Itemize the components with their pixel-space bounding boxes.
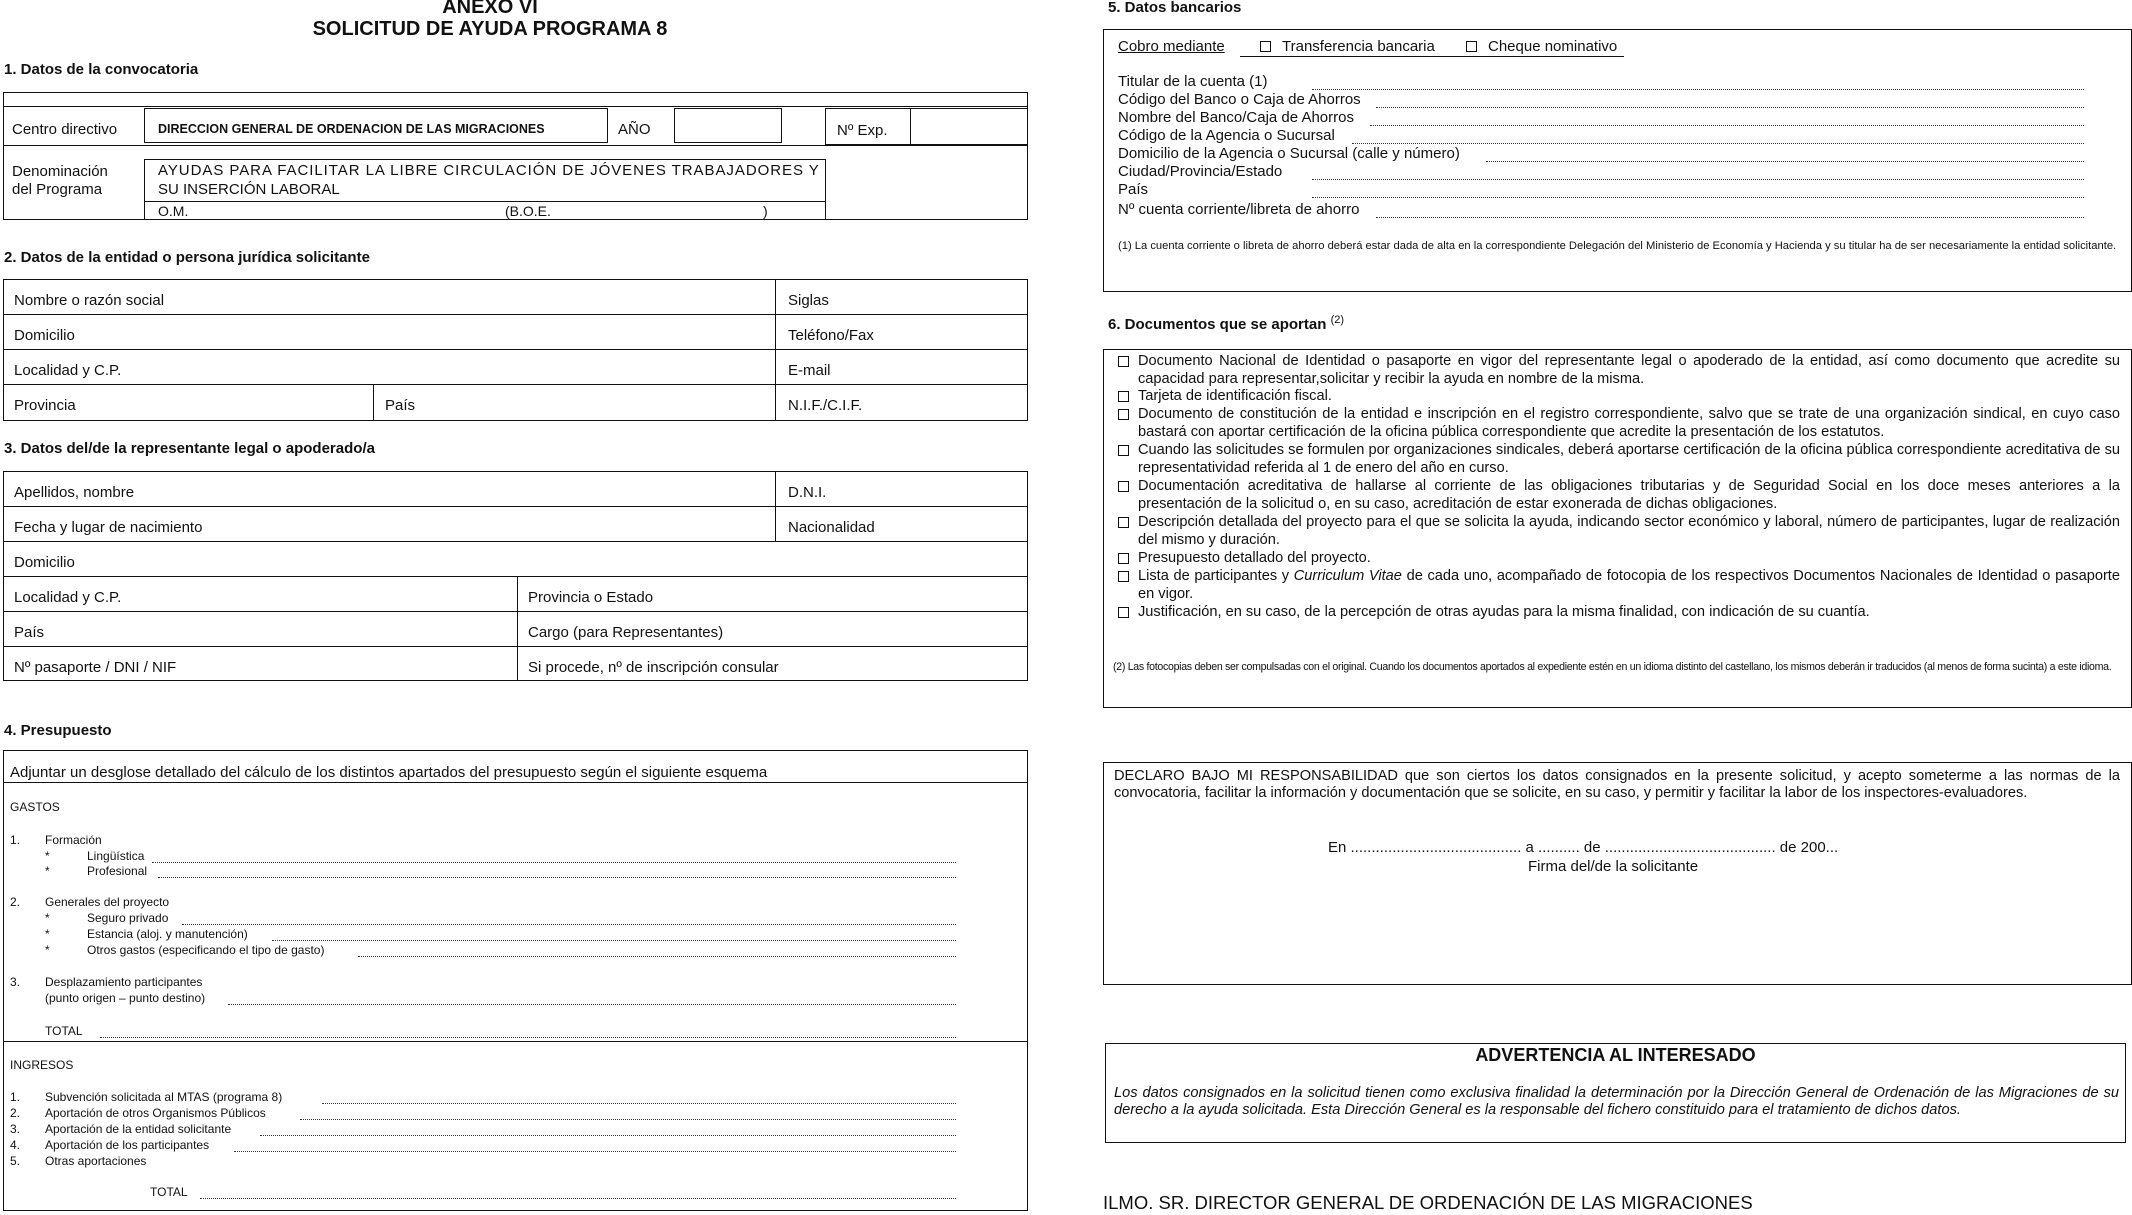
consular-field[interactable]: Si procede, nº de inscripción consular <box>528 659 779 676</box>
addressee: ILMO. SR. DIRECTOR GENERAL DE ORDENACIÓN DE LAS MIGRACIONES <box>1103 1192 1753 1213</box>
nif-field[interactable]: N.I.F./C.I.F. <box>788 397 863 414</box>
doc8-checkbox[interactable] <box>1118 571 1129 582</box>
section6-title <box>1108 314 1344 333</box>
pasaporte-field[interactable]: Nº pasaporte / DNI / NIF <box>14 659 177 676</box>
i4-label: Aportación de los participantes <box>45 1138 210 1152</box>
g3a-label: (punto origen – punto destino) <box>45 991 206 1005</box>
doc9-checkbox[interactable] <box>1118 607 1129 618</box>
i3-line[interactable] <box>260 1135 956 1136</box>
email-field[interactable]: E-mail <box>788 362 831 379</box>
g1b-line[interactable] <box>158 877 956 878</box>
nacionalidad-field[interactable]: Nacionalidad <box>788 519 875 536</box>
advertencia-text: Los datos consignados en la solicitud tienen como exclusiva finalidad la determinación por la Dirección General de Ordenación de las Migraciones de su derecho a la ayuda solicitada. Esta Dirección General es la responsable del fichero constituido para el tratamiento de dichos datos. <box>1114 1085 2119 1118</box>
codigo-banco-line[interactable] <box>1376 107 2084 108</box>
doc5-checkbox[interactable] <box>1118 481 1129 492</box>
rep-pais-field[interactable]: País <box>14 624 45 641</box>
dni-field[interactable]: D.N.I. <box>788 484 827 501</box>
i2-num: 2. <box>10 1106 21 1120</box>
anio-field[interactable] <box>674 108 782 143</box>
g2a-line[interactable] <box>182 924 956 925</box>
section6-title-text: 6. Documentos que se aportan <box>1108 316 1327 333</box>
doc2-text: Tarjeta de identificación fiscal. <box>1138 388 1332 404</box>
g1b-label: Profesional <box>87 864 148 878</box>
i1-line[interactable] <box>322 1103 956 1104</box>
section3-title: 3. Datos del/de la representante legal o apoderado/a <box>4 440 375 457</box>
g2-num: 2. <box>10 895 21 909</box>
i3-num: 3. <box>10 1122 21 1136</box>
i5-label: Otras aportaciones <box>45 1154 147 1168</box>
g2c-bullet: * <box>45 943 50 957</box>
bank-pais-line[interactable] <box>1312 197 2084 198</box>
section5-title: 5. Datos bancarios <box>1108 0 1242 16</box>
presupuesto-intro: Adjuntar un desglose detallado del cálculo de los distintos apartados del presupuesto según el siguiente esquema <box>10 764 768 781</box>
i2-line[interactable] <box>300 1119 956 1120</box>
domicilio-agencia-label: Domicilio de la Agencia o Sucursal (calle y número) <box>1118 145 1460 162</box>
doc4-text: Cuando las solicitudes se formulen por organizaciones sindicales, deberá aportarse certificación de la oficina pública correspondiente acreditativa de su representatividad referida al 1 de enero del año en curso. <box>1138 442 2120 476</box>
rep-provincia-field[interactable]: Provincia o Estado <box>528 589 654 606</box>
g2b-bullet: * <box>45 927 50 941</box>
g2c-label: Otros gastos (especificando el tipo de gasto) <box>87 943 325 957</box>
cheque-checkbox[interactable] <box>1466 41 1477 52</box>
transferencia-label: Transferencia bancaria <box>1282 38 1435 55</box>
g2b-line[interactable] <box>272 940 956 941</box>
i3-label: Aportación de la entidad solicitante <box>45 1122 232 1136</box>
nacimiento-field[interactable]: Fecha y lugar de nacimiento <box>14 519 203 536</box>
transferencia-checkbox[interactable] <box>1260 41 1271 52</box>
rep-localidad-field[interactable]: Localidad y C.P. <box>14 589 122 606</box>
section6-title-sup: (2) <box>1330 314 1345 326</box>
nombre-field[interactable]: Nombre o razón social <box>14 292 165 309</box>
documents-note: (2) Las fotocopias deben ser compulsadas con el original. Cuando los documentos aportados al expediente estén en un idioma distinto del castellano, los mismos deberán ir traducidos (al menos de forma sucinta) a este idioma. <box>1113 661 2112 673</box>
doc7-checkbox[interactable] <box>1118 553 1129 564</box>
doc5-text: Documentación acreditativa de hallarse al corriente de las obligaciones tributarias y de Seguridad Social en los doce meses anteriores a la presentación de la solicitud o, en su caso, acreditación de estar exonerada de dichas obligaciones. <box>1138 478 2120 512</box>
nombre-banco-label: Nombre del Banco/Caja de Ahorros <box>1118 109 1354 126</box>
ingresos-total-line[interactable] <box>200 1198 956 1199</box>
gastos-heading: GASTOS <box>10 800 60 814</box>
declaration-text: DECLARO BAJO MI RESPONSABILIDAD que son ciertos los datos consignados en la presente solicitud, y acepto someterme a las normas de la convocatoria, facilitar la información y documentación que se solicite, en su caso, y permitir y facilitar la labor de los inspectores-evaluadores. <box>1114 768 2120 801</box>
bank-pais-label: País <box>1118 181 1149 198</box>
doc9-text: Justificación, en su caso, de la percepción de otras ayudas para la misma finalidad, con indicación de su cuantía. <box>1138 604 1870 620</box>
provincia-field[interactable]: Provincia <box>14 397 76 414</box>
codigo-agencia-label: Código de la Agencia o Sucursal <box>1118 127 1335 144</box>
bank-note: (1) La cuenta corriente o libreta de ahorro deberá estar dada de alta en la correspondiente Delegación del Ministerio de Economía y Hacienda y su titular ha de ser necesariamente la entidad solicitante. <box>1118 240 2117 252</box>
codigo-agencia-line[interactable] <box>1352 143 2084 144</box>
g1b-bullet: * <box>45 864 50 878</box>
domicilio-field[interactable]: Domicilio <box>14 327 75 344</box>
telefono-field[interactable]: Teléfono/Fax <box>788 327 874 344</box>
doc8-text-italic: Curriculum Vitae <box>1293 568 1402 584</box>
cheque-label: Cheque nominativo <box>1488 38 1618 55</box>
domicilio-agencia-line[interactable] <box>1486 161 2084 162</box>
boe-close: ) <box>763 203 768 219</box>
section4-title: 4. Presupuesto <box>4 722 112 739</box>
apellidos-field[interactable]: Apellidos, nombre <box>14 484 135 501</box>
titular-label: Titular de la cuenta (1) <box>1118 73 1268 90</box>
titular-line[interactable] <box>1312 89 2084 90</box>
annex-title: ANEXO VI <box>442 0 538 18</box>
denominacion-label-2: del Programa <box>12 181 103 198</box>
om-label: O.M. <box>158 203 189 219</box>
exp-field[interactable] <box>912 110 1026 143</box>
siglas-field[interactable]: Siglas <box>788 292 829 309</box>
g2c-line[interactable] <box>358 956 956 957</box>
boe-label: (B.O.E. <box>505 203 551 219</box>
ciudad-label: Ciudad/Provincia/Estado <box>1118 163 1283 180</box>
pais-field[interactable]: País <box>385 397 416 414</box>
advertencia-title: ADVERTENCIA AL INTERESADO <box>1475 1045 1756 1065</box>
g3-num: 3. <box>10 975 21 989</box>
nombre-banco-line[interactable] <box>1370 125 2084 126</box>
cuenta-line[interactable] <box>1376 217 2084 218</box>
g1a-bullet: * <box>45 849 50 863</box>
centro-value: DIRECCION GENERAL DE ORDENACION DE LAS MIGRACIONES <box>158 122 545 136</box>
g1-num: 1. <box>10 833 21 847</box>
localidad-field[interactable]: Localidad y C.P. <box>14 362 122 379</box>
doc8-text <box>1138 568 2120 603</box>
doc7-text: Presupuesto detallado del proyecto. <box>1138 550 1371 566</box>
g1a-label: Lingüística <box>87 849 145 863</box>
firma-label: Firma del/de la solicitante <box>1528 858 1699 875</box>
gastos-total-label: TOTAL <box>45 1024 83 1038</box>
anio-label: AÑO <box>618 121 651 138</box>
ingresos-heading: INGRESOS <box>10 1058 74 1072</box>
programa-line-1: AYUDAS PARA FACILITAR LA LIBRE CIRCULACIÓN DE JÓVENES TRABAJADORES Y <box>158 162 820 179</box>
cuenta-label: Nº cuenta corriente/libreta de ahorro <box>1118 201 1360 218</box>
exp-label: Nº Exp. <box>837 122 888 139</box>
g1a-line[interactable] <box>152 862 956 863</box>
rep-domicilio-field[interactable]: Domicilio <box>14 554 75 571</box>
doc1-text: Documento Nacional de Identidad o pasaporte en vigor del representante legal o apoderado de la entidad, así como documento que acredite su capacidad para representar,solicitar y recibir la ayuda en nombre de la misma. <box>1138 353 2120 387</box>
codigo-banco-label: Código del Banco o Caja de Ahorros <box>1118 91 1361 108</box>
doc8-text-a: Lista de participantes y <box>1138 568 1294 584</box>
i4-num: 4. <box>10 1138 21 1152</box>
g3-label: Desplazamiento participantes <box>45 975 203 989</box>
i4-line[interactable] <box>234 1151 956 1152</box>
i2-label: Aportación de otros Organismos Públicos <box>45 1106 266 1120</box>
doc2-checkbox[interactable] <box>1118 391 1129 402</box>
doc4-checkbox[interactable] <box>1118 445 1129 456</box>
i5-num: 5. <box>10 1154 21 1168</box>
section2-title: 2. Datos de la entidad o persona jurídica solicitante <box>4 249 370 266</box>
cobro-label: Cobro mediante <box>1118 38 1225 55</box>
g1-label: Formación <box>45 833 102 847</box>
boe-field[interactable] <box>560 203 760 219</box>
doc1-checkbox[interactable] <box>1118 356 1129 367</box>
centro-label: Centro directivo <box>12 121 118 138</box>
doc3-text: Documento de constitución de la entidad e inscripción en el registro correspondiente, salvo que se trate de una organización sindical, en cuyo caso bastará con aportar certificación de la oficina pública correspondiente que acredite la presentación de los estatutos. <box>1138 406 2120 440</box>
doc6-text: Descripción detallada del proyecto para el que se solicita la ayuda, indicando sector económico y laboral, número de participantes, lugar de realización del mismo y duración. <box>1138 514 2120 548</box>
i1-num: 1. <box>10 1090 21 1104</box>
g2b-label: Estancia (aloj. y manutención) <box>87 927 248 941</box>
doc3-checkbox[interactable] <box>1118 409 1129 420</box>
g2a-bullet: * <box>45 911 50 925</box>
section1-title: 1. Datos de la convocatoria <box>4 61 199 78</box>
doc6-checkbox[interactable] <box>1118 517 1129 528</box>
programa-line-2: SU INSERCIÓN LABORAL <box>158 181 340 198</box>
ingresos-total-label: TOTAL <box>150 1185 188 1199</box>
ciudad-line[interactable] <box>1312 179 2084 180</box>
denominacion-label: Denominación <box>12 163 108 180</box>
g3a-line[interactable] <box>228 1004 956 1005</box>
g2-label: Generales del proyecto <box>45 895 170 909</box>
cargo-field[interactable]: Cargo (para Representantes) <box>528 624 724 641</box>
g2a-label: Seguro privado <box>87 911 169 925</box>
declaration-place-line[interactable]: En ......................................... a .......... de ......................................... de 200... <box>1328 839 1839 856</box>
om-field[interactable] <box>200 203 500 219</box>
i1-label: Subvención solicitada al MTAS (programa 8) <box>45 1090 283 1104</box>
form-title: SOLICITUD DE AYUDA PROGRAMA 8 <box>312 18 668 40</box>
gastos-total-line[interactable] <box>100 1037 956 1038</box>
doc8-text-b: de cada uno, acompañado de fotocopia de los respectivos Documentos Nacionales de Identidad o pasaporte en vigor. <box>1138 568 2120 602</box>
